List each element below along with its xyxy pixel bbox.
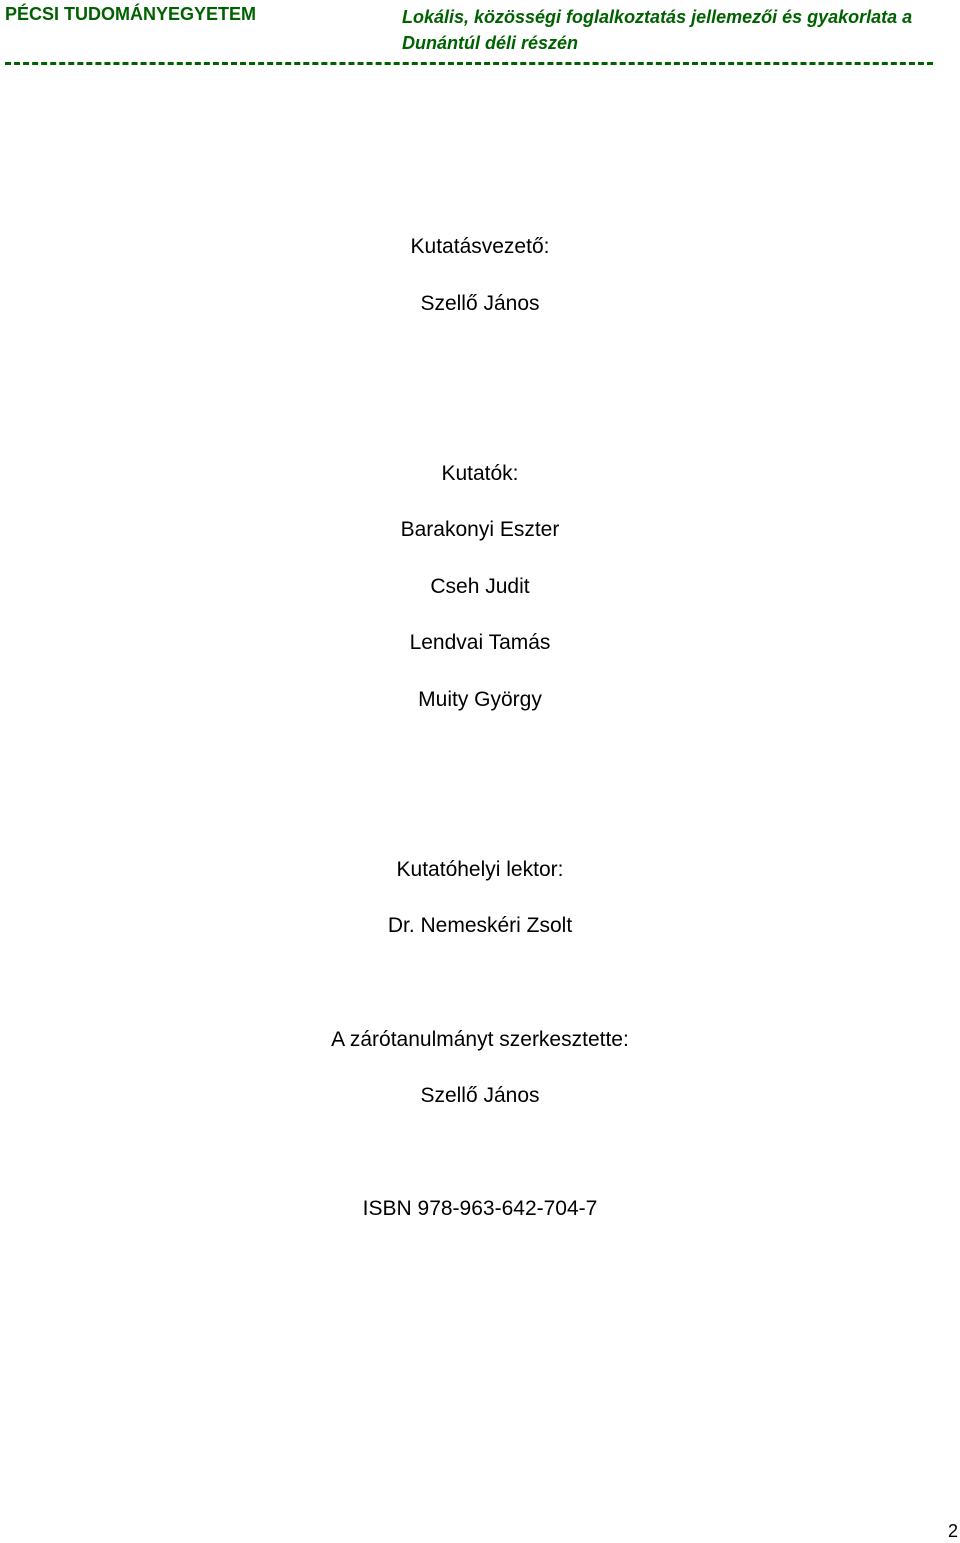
researchers-label: Kutatók:	[441, 462, 519, 485]
project-title-line-1: Lokális, közösségi foglalkoztatás jellemezői és gyakorlata a	[402, 7, 913, 27]
page-number: 2	[947, 1521, 958, 1541]
editor-label: A zárótanulmányt szerkesztette:	[331, 1028, 629, 1051]
researcher-name: Lendvai Tamás	[409, 631, 551, 654]
university-name: PÉCSI TUDOMÁNYEGYETEM	[5, 4, 257, 24]
researcher-name: Cseh Judit	[430, 575, 530, 598]
header-dashed-rule	[5, 62, 933, 65]
reviewer-label: Kutatóhelyi lektor:	[396, 858, 564, 881]
project-title-line-2: Dunántúl déli részén	[402, 33, 579, 53]
researcher-name: Barakonyi Eszter	[400, 518, 560, 541]
project-title	[402, 4, 932, 56]
research-lead-name: Szellő János	[420, 292, 540, 315]
editor-name: Szellő János	[420, 1084, 540, 1107]
researcher-name: Muity György	[418, 688, 542, 711]
research-lead-label: Kutatásvezető:	[410, 235, 550, 258]
isbn: ISBN 978-963-642-704-7	[362, 1197, 598, 1220]
reviewer-name: Dr. Nemeskéri Zsolt	[387, 914, 573, 937]
